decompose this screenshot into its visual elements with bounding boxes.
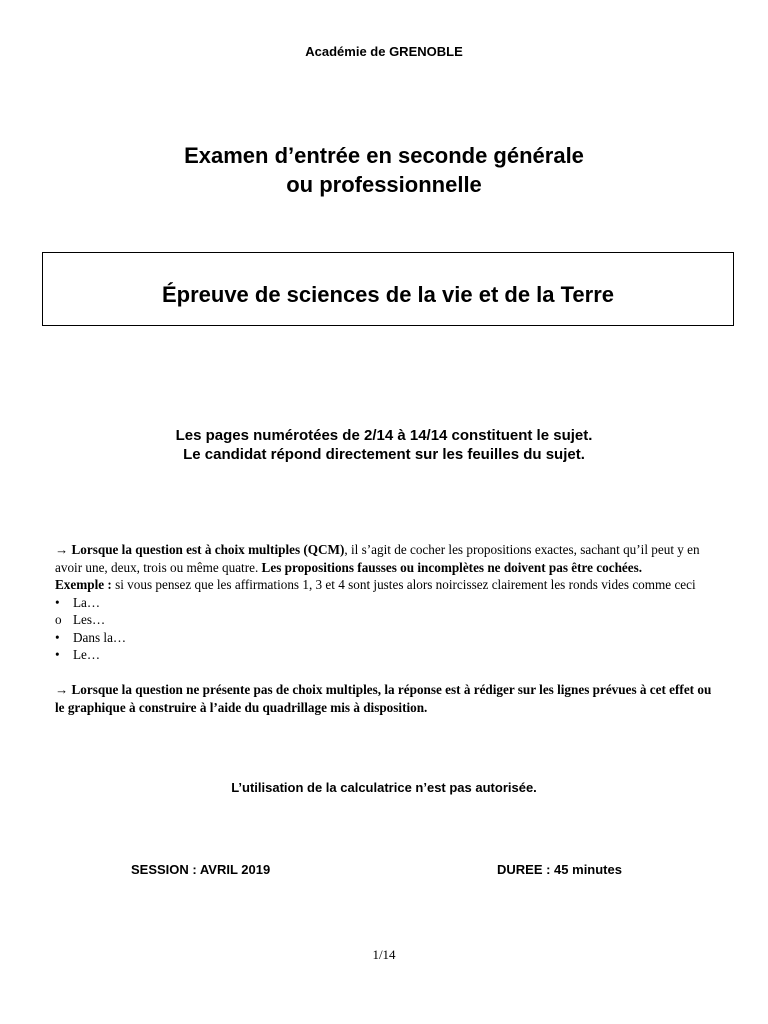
calculator-notice: L’utilisation de la calculatrice n’est pas autorisée. [231,780,537,795]
example-list [55,594,715,664]
qcm-text: , il s’agit de cocher les propositions exactes, sachant qu’il peut y en avoir une, deux, trois ou même quatre. [55,542,700,575]
list-item-text: Dans la… [73,629,127,645]
example [55,576,715,594]
duration-label: DUREE : 45 minutes [497,862,622,877]
answer-info: Le candidat répond directement sur les feuilles du sujet. [183,446,585,463]
bullet-empty-icon: o [55,612,62,627]
list-item [55,594,715,612]
exam-title-line-2: ou professionnelle [286,172,482,197]
subject-title: Épreuve de sciences de la vie et de la Terre [161,282,615,307]
list-item-text: La… [73,594,101,610]
bullet-filled-icon: • [55,629,60,645]
open-question-instruction [55,681,715,716]
qcm-warning: Les propositions fausses ou incomplètes ne doivent pas être cochées. [261,559,643,575]
page-number: 1/14 [372,947,396,962]
example-label: Exemple : [55,577,112,592]
bullet-filled-icon: • [55,594,60,610]
instructions [55,541,715,716]
qcm-instruction [55,541,715,576]
academy-name: Académie de GRENOBLE [305,44,463,59]
example-text: si vous pensez que les affirmations 1, 3 et 4 sont justes alors noircissez clairement les ronds vides comme ceci [111,577,696,592]
list-item [55,611,715,629]
exam-title-line-1: Examen d’entrée en seconde générale [184,143,584,168]
open-question-text: → Lorsque la question ne présente pas de choix multiples, la réponse est à rédiger sur les lignes prévues à cet effet ou le graphique à construire à l’aide du quadrillage mis à disposition. [55,682,712,715]
list-item [55,646,715,664]
qcm-heading: → Lorsque la question est à choix multiples (QCM) [55,542,345,557]
subject-box [42,252,734,326]
bullet-filled-icon: • [55,647,60,662]
list-item [55,629,715,647]
session-label: SESSION : AVRIL 2019 [131,862,271,877]
list-item-text: Le… [73,647,101,662]
pages-info: Les pages numérotées de 2/14 à 14/14 constituent le sujet. [175,427,593,444]
list-item-text: Les… [73,612,106,627]
